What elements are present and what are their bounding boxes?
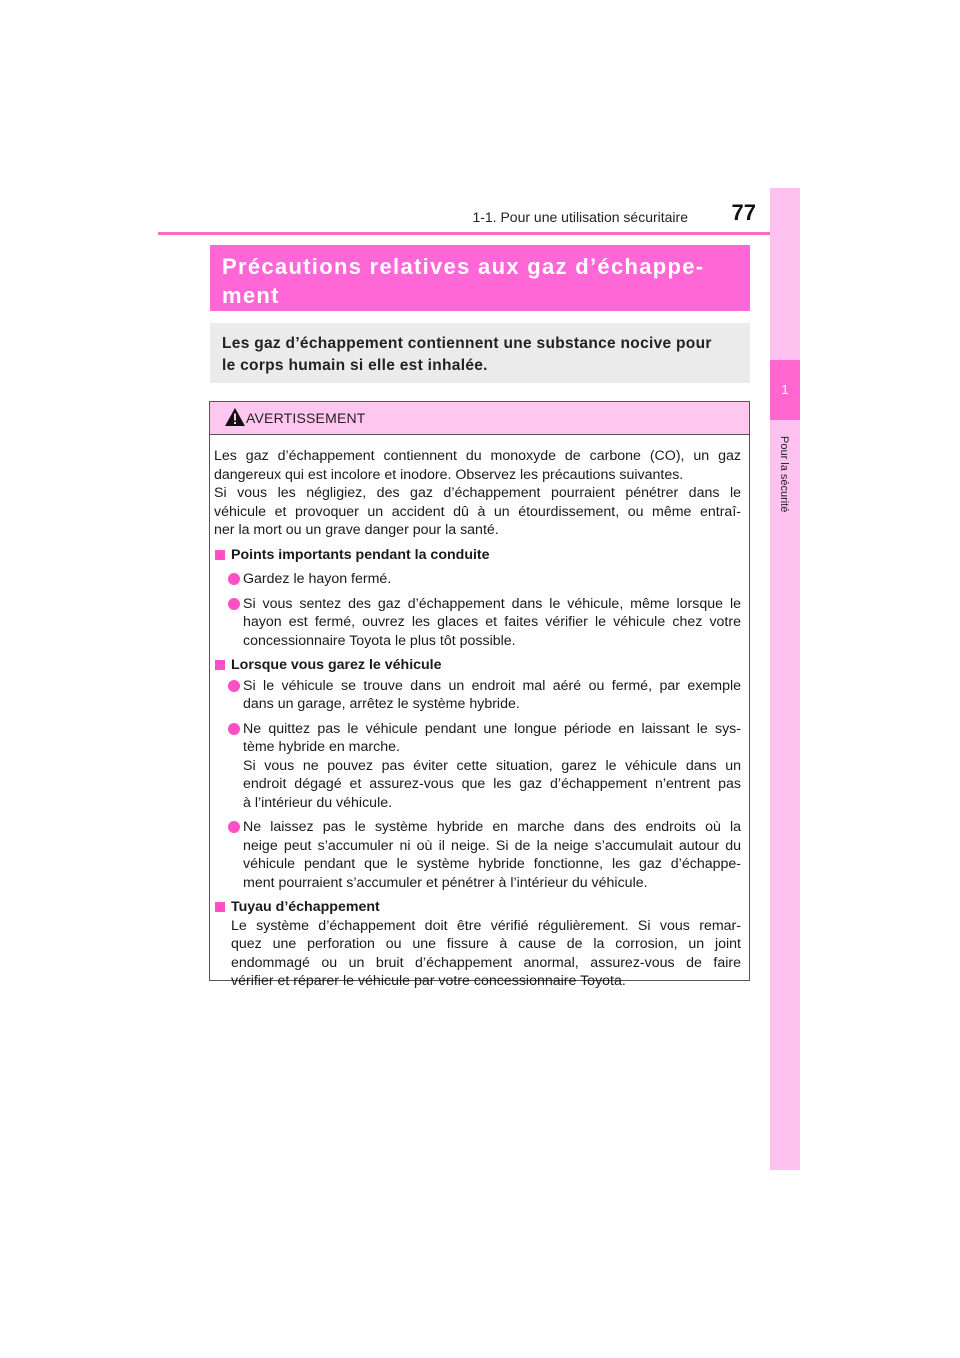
section-heading: Tuyau d’échappement xyxy=(214,898,741,917)
round-bullet-icon xyxy=(228,723,240,735)
intro-line: Les gaz d’échappement contiennent une substance nocive pour xyxy=(222,335,712,352)
text-line: concessionnaire Toyota le plus tôt possible. xyxy=(243,632,516,649)
title-line: ment xyxy=(222,283,280,308)
chapter-side-tab xyxy=(770,188,800,1170)
text-line: dangereux qui est incolore et inodore. Observez les précautions suivantes. xyxy=(214,466,684,483)
page-number: 77 xyxy=(731,200,756,225)
list-item xyxy=(214,720,741,813)
text-line: Le système d’échappement doit être vérifié régulièrement. Si vous remar- xyxy=(231,917,741,934)
round-bullet-icon xyxy=(228,598,240,610)
text-line: Si vous les négligiez, des gaz d’échappement pourraient pénétrer dans le xyxy=(214,485,741,501)
page-title xyxy=(222,252,742,310)
square-bullet-icon xyxy=(215,902,225,912)
text-line: Ne quittez pas le véhicule pendant une longue période en laissant le sys- xyxy=(243,720,741,737)
warning-body xyxy=(210,435,749,991)
title-line: Précautions relatives aux gaz d’échappe- xyxy=(222,254,705,279)
text-line: Gardez le hayon fermé. xyxy=(243,571,392,587)
text-line: vérifier et réparer le véhicule par votre concessionnaire Toyota. xyxy=(231,973,626,989)
header-rule xyxy=(158,232,800,235)
chapter-number: 1 xyxy=(770,360,800,420)
warning-intro xyxy=(214,447,741,540)
text-line: hayon est fermé, ouvrez les glaces et faites vérifier le véhicule chez votre xyxy=(243,614,741,630)
list-item xyxy=(214,570,741,589)
square-bullet-icon xyxy=(215,550,225,560)
round-bullet-icon xyxy=(228,821,240,833)
warning-box xyxy=(209,401,750,989)
section-title: 1-1. Pour une utilisation sécuritaire xyxy=(472,209,688,225)
warning-header xyxy=(210,402,749,435)
title-banner xyxy=(210,245,750,311)
chapter-label: Pour la sécurité xyxy=(778,436,790,513)
text-line: Les gaz d’échappement contiennent du monoxyde de carbone (CO), un gaz xyxy=(214,448,741,464)
text-line: Si vous sentez des gaz d’échappement dans le véhicule, même lorsque le xyxy=(243,595,741,612)
text-line: à l’intérieur du véhicule. xyxy=(243,794,393,811)
intro-line: le corps humain si elle est inhalée. xyxy=(222,357,488,374)
text-line: tème hybride en marche. xyxy=(243,739,400,755)
section-body xyxy=(214,917,741,991)
warning-title: AVERTISSEMENT xyxy=(246,410,366,426)
text-line: véhicule pendant que le système hybride fonctionne, les gaz d’échappe- xyxy=(243,856,741,872)
text-line: Si vous ne pouvez pas éviter cette situation, garez le véhicule dans un xyxy=(243,757,741,774)
text-line: ner la mort ou un grave danger pour la santé. xyxy=(214,522,499,538)
text-line: dans un garage, arrêtez le système hybride. xyxy=(243,696,520,712)
text-line: Si le véhicule se trouve dans un endroit mal aéré ou fermé, par exemple xyxy=(243,677,741,694)
list-item xyxy=(214,677,741,714)
text-line: neige peut s’accumuler ni où il neige. Si de la neige s’accumulait autour du xyxy=(243,837,741,854)
list-item xyxy=(214,595,741,651)
intro-box xyxy=(210,323,750,383)
section-heading: Points importants pendant la conduite xyxy=(214,546,741,565)
round-bullet-icon xyxy=(228,680,240,692)
text-line: endroit dégagé et assurez-vous que les gaz d’échappement n’entrent pas xyxy=(243,776,741,792)
text-line: endommagé ou un bruit d’échappement anormal, assurez-vous de faire xyxy=(231,954,741,971)
warning-triangle-icon xyxy=(224,407,246,427)
text-line: véhicule et provoquer un accident dû à un étourdissement, ou même entraî- xyxy=(214,503,741,520)
page-header xyxy=(158,200,800,230)
text-line: Ne laissez pas le système hybride en marche dans des endroits où la xyxy=(243,819,741,835)
round-bullet-icon xyxy=(228,573,240,585)
intro-text xyxy=(222,333,738,377)
square-bullet-icon xyxy=(215,660,225,670)
section-heading: Lorsque vous garez le véhicule xyxy=(214,656,741,675)
text-line: quez une perforation ou une fissure à cause de la corrosion, un joint xyxy=(231,936,741,952)
text-line: ment pourraient s’accumuler et pénétrer à l’intérieur du véhicule. xyxy=(243,874,648,891)
list-item xyxy=(214,818,741,892)
